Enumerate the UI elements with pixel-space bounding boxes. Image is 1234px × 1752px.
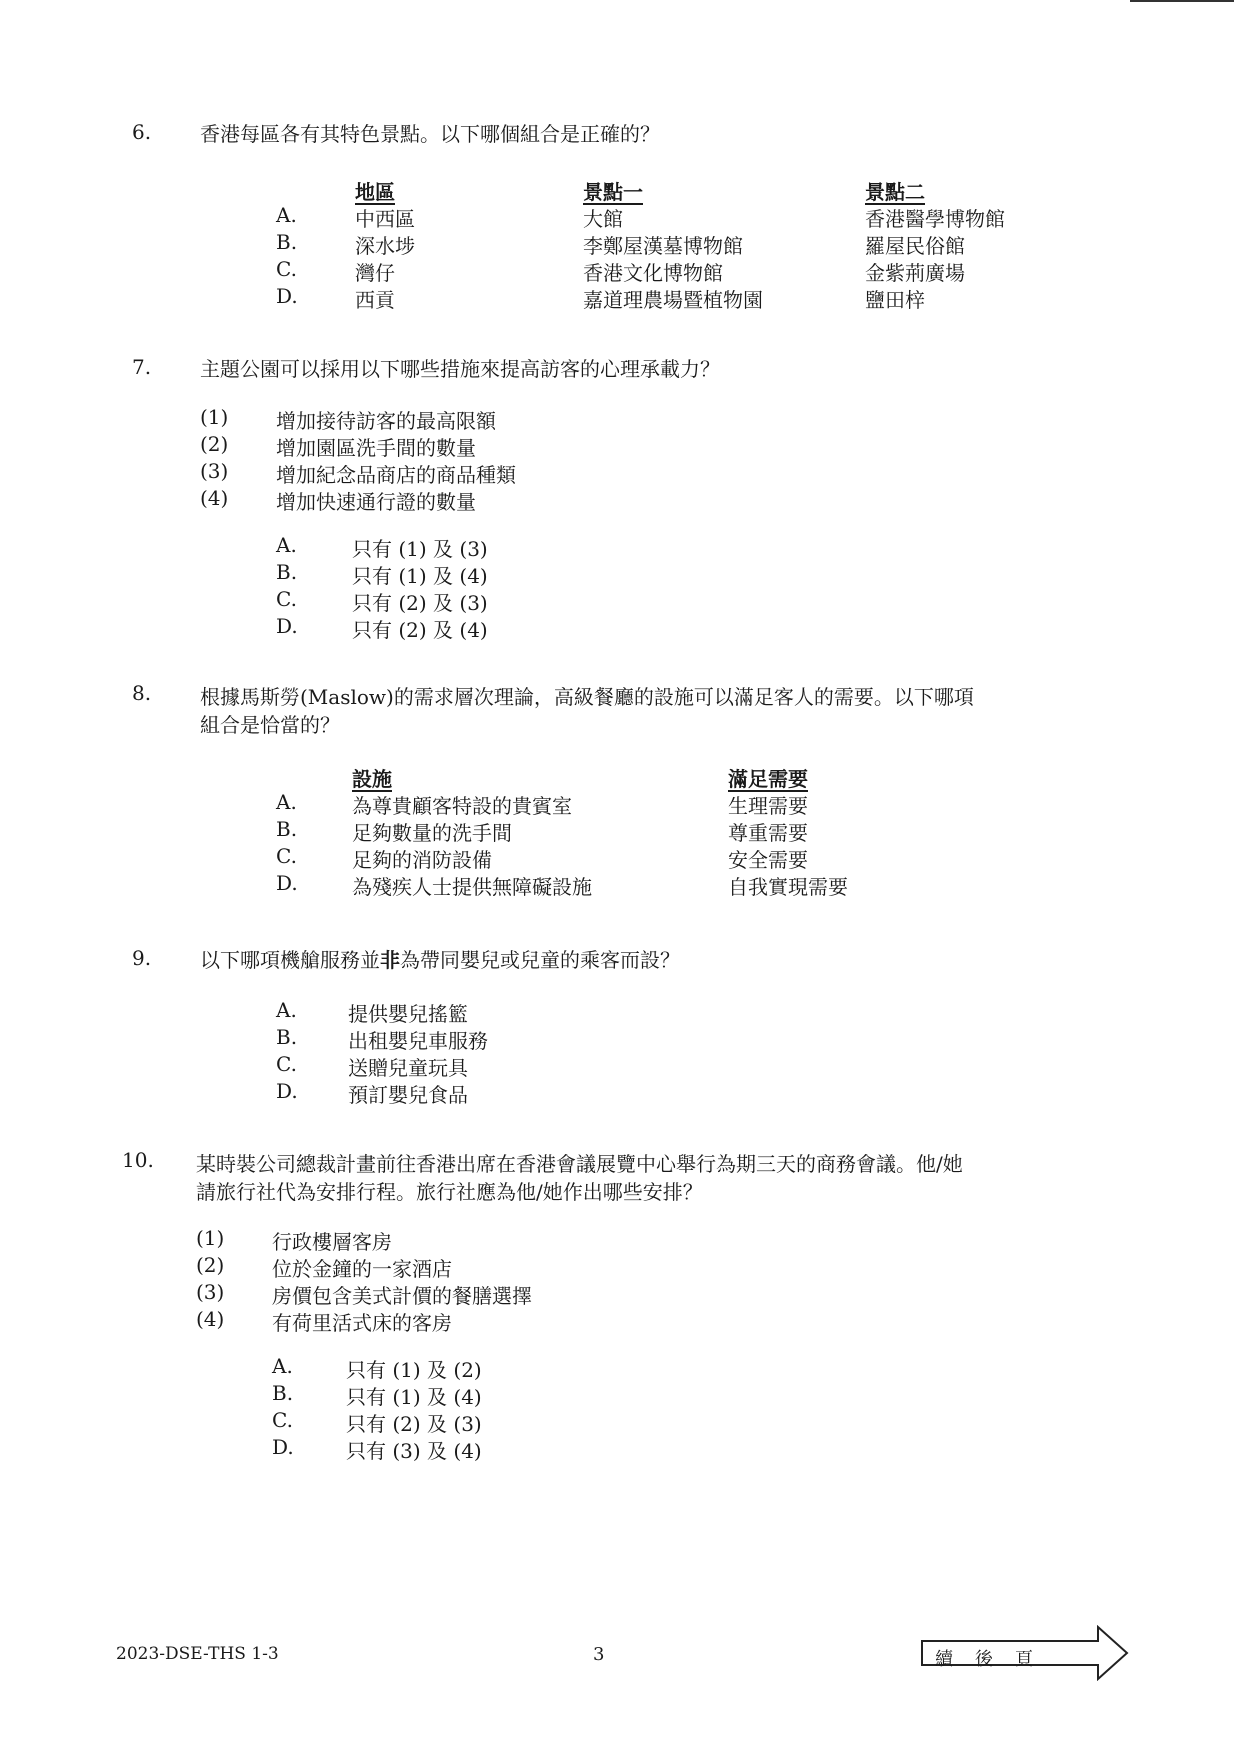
option-row [0, 257, 1234, 284]
option-letter: B. [276, 230, 298, 254]
option-attraction-1: 嘉道理農場暨植物園 [583, 288, 763, 312]
option-letter: A. [272, 1354, 293, 1378]
option-letter: D. [276, 1079, 298, 1103]
option-row [0, 1354, 1234, 1381]
option-row [0, 844, 1234, 871]
option-text: 送贈兒童玩具 [348, 1056, 468, 1080]
statement-number: (2) [200, 432, 229, 456]
statement-row [0, 432, 1234, 459]
option-row [0, 871, 1234, 898]
table-header [0, 763, 1234, 790]
option-attraction-1: 大館 [583, 207, 623, 231]
option-row [0, 790, 1234, 817]
option-need: 尊重需要 [728, 821, 808, 845]
statement-number: (4) [196, 1307, 225, 1331]
statement-number: (3) [200, 459, 229, 483]
option-row [0, 614, 1234, 641]
statement-number: (1) [196, 1226, 225, 1250]
statement-row [0, 1280, 1234, 1307]
option-letter: D. [272, 1435, 294, 1459]
option-letter: A. [276, 533, 297, 557]
question-text-after: 為帶同嬰兒或兒童的乘客而設？ [400, 948, 680, 972]
statement-number: (3) [196, 1280, 225, 1304]
header-attraction-1: 景點一 [583, 180, 643, 204]
option-attraction-2: 鹽田梓 [865, 288, 925, 312]
page-number: 3 [593, 1644, 605, 1665]
option-attraction-1: 李鄭屋漢墓博物館 [583, 234, 743, 258]
option-letter: B. [276, 560, 298, 584]
header-district: 地區 [355, 180, 395, 204]
option-text: 只有 (2) 及 (4) [352, 618, 488, 642]
statement-text: 增加紀念品商店的商品種類 [276, 463, 516, 487]
option-text: 只有 (2) 及 (3) [352, 591, 488, 615]
question-number: 6. [132, 120, 152, 144]
option-letter: A. [276, 998, 297, 1022]
option-row [0, 1408, 1234, 1435]
option-row [0, 1079, 1234, 1106]
option-attraction-1: 香港文化博物館 [583, 261, 723, 285]
question-text-emphasis: 非 [380, 948, 400, 972]
option-letter: C. [272, 1408, 293, 1432]
question-text: 主題公園可以採用以下哪些措施來提高訪客的心理承載力？ [200, 357, 720, 381]
question-text-line-1: 根據馬斯勞(Maslow)的需求層次理論，高級餐廳的設施可以滿足客人的需要。以下哪項 [200, 685, 974, 709]
question-text-before: 以下哪項機艙服務並 [200, 948, 380, 972]
option-letter: B. [276, 1025, 298, 1049]
question-number: 10. [122, 1148, 154, 1172]
statement-number: (4) [200, 486, 229, 510]
option-need: 自我實現需要 [728, 875, 848, 899]
option-letter: D. [276, 614, 298, 638]
option-row [0, 1025, 1234, 1052]
statement-text: 增加快速通行證的數量 [276, 490, 476, 514]
question-text-line-1: 某時裝公司總裁計畫前往香港出席在香港會議展覽中心舉行為期三天的商務會議。他/她 [196, 1152, 963, 1176]
option-facility: 為尊貴顧客特設的貴賓室 [352, 794, 572, 818]
option-text: 只有 (2) 及 (3) [346, 1412, 482, 1436]
option-letter: A. [276, 790, 297, 814]
option-letter: B. [272, 1381, 294, 1405]
option-facility: 足夠的消防設備 [352, 848, 492, 872]
option-district: 中西區 [355, 207, 415, 231]
statement-row [0, 405, 1234, 432]
option-attraction-2: 羅屋民俗館 [865, 234, 965, 258]
option-district: 西貢 [355, 288, 395, 312]
option-facility: 足夠數量的洗手間 [352, 821, 512, 845]
option-facility: 為殘疾人士提供無障礙設施 [352, 875, 592, 899]
statement-text: 增加接待訪客的最高限額 [276, 409, 496, 433]
statement-row [0, 1226, 1234, 1253]
option-letter: C. [276, 844, 297, 868]
option-text: 只有 (1) 及 (3) [352, 537, 488, 561]
option-text: 出租嬰兒車服務 [348, 1029, 488, 1053]
option-text: 提供嬰兒搖籃 [348, 1002, 468, 1026]
question-number: 9. [132, 946, 152, 970]
statement-number: (1) [200, 405, 229, 429]
table-header [0, 176, 1234, 203]
option-row [0, 560, 1234, 587]
statement-number: (2) [196, 1253, 225, 1277]
option-row [0, 533, 1234, 560]
option-text: 預訂嬰兒食品 [348, 1083, 468, 1107]
statement-text: 有荷里活式床的客房 [272, 1311, 452, 1335]
statement-row [0, 486, 1234, 513]
option-district: 深水埗 [355, 234, 415, 258]
question-text: 香港每區各有其特色景點。以下哪個組合是正確的？ [200, 122, 660, 146]
option-row [0, 998, 1234, 1025]
option-row [0, 1052, 1234, 1079]
option-district: 灣仔 [355, 261, 395, 285]
header-need: 滿足需要 [728, 767, 808, 791]
question-number: 8. [132, 681, 152, 705]
option-text: 只有 (3) 及 (4) [346, 1439, 482, 1463]
option-row [0, 284, 1234, 311]
question-text-line-2: 請旅行社代為安排行程。旅行社應為他/她作出哪些安排？ [196, 1180, 703, 1204]
question-text [200, 946, 1100, 974]
option-letter: C. [276, 257, 297, 281]
option-row [0, 230, 1234, 257]
header-attraction-2: 景點二 [865, 180, 925, 204]
question-number: 7. [132, 355, 152, 379]
option-need: 生理需要 [728, 794, 808, 818]
option-text: 只有 (1) 及 (4) [352, 564, 488, 588]
option-text: 只有 (1) 及 (2) [346, 1358, 482, 1382]
statement-row [0, 1307, 1234, 1334]
option-row [0, 1381, 1234, 1408]
option-letter: C. [276, 587, 297, 611]
statement-text: 行政樓層客房 [272, 1230, 392, 1254]
statement-row [0, 1253, 1234, 1280]
option-row [0, 203, 1234, 230]
option-letter: B. [276, 817, 298, 841]
option-attraction-2: 金紫荊廣場 [865, 261, 965, 285]
paper-code: 2023-DSE-THS 1-3 [116, 1644, 279, 1664]
option-letter: D. [276, 284, 298, 308]
option-row [0, 587, 1234, 614]
statement-text: 房價包含美式計價的餐膳選擇 [272, 1284, 532, 1308]
option-text: 只有 (1) 及 (4) [346, 1385, 482, 1409]
option-row [0, 817, 1234, 844]
option-letter: C. [276, 1052, 297, 1076]
header-facility: 設施 [352, 767, 392, 791]
option-need: 安全需要 [728, 848, 808, 872]
scan-edge-mark [1130, 0, 1234, 2]
statement-text: 位於金鐘的一家酒店 [272, 1257, 452, 1281]
option-attraction-2: 香港醫學博物館 [865, 207, 1005, 231]
continue-label: 續後頁 [935, 1649, 1055, 1670]
option-row [0, 1435, 1234, 1462]
option-letter: A. [276, 203, 297, 227]
statement-row [0, 459, 1234, 486]
option-letter: D. [276, 871, 298, 895]
statement-text: 增加園區洗手間的數量 [276, 436, 476, 460]
question-text-line-2: 組合是恰當的？ [200, 713, 340, 737]
